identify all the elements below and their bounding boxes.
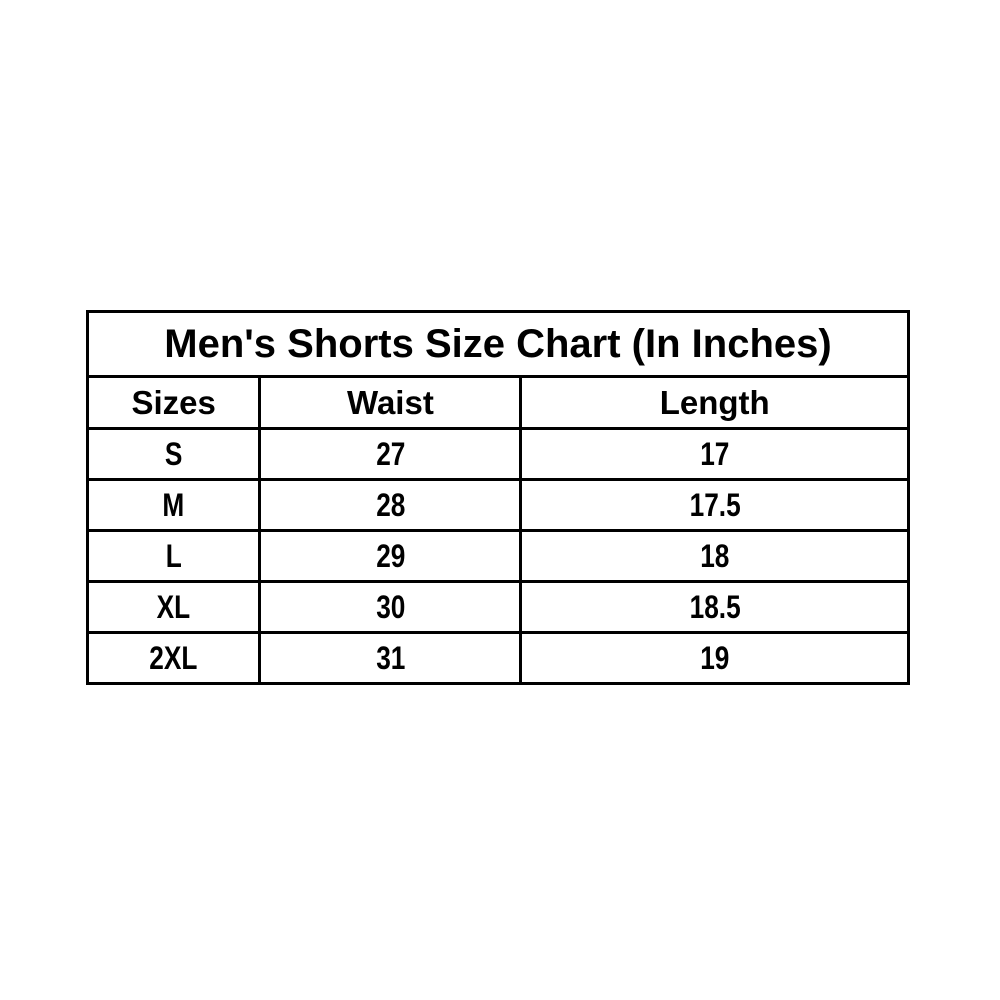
size-value: L: [165, 537, 182, 574]
size-cell: [88, 582, 260, 633]
size-cell: [88, 633, 260, 684]
length-value: 18: [700, 537, 730, 574]
table-row: [88, 480, 909, 531]
waist-cell: [260, 480, 521, 531]
waist-value: 29: [375, 537, 406, 574]
table-row: [88, 531, 909, 582]
waist-value: 28: [375, 486, 406, 523]
column-header-length: Length: [521, 377, 909, 429]
length-value: 17.5: [689, 486, 741, 523]
table-title: Men's Shorts Size Chart (In Inches): [88, 312, 909, 377]
column-header-waist: Waist: [260, 377, 521, 429]
length-cell: [521, 480, 909, 531]
length-cell: [521, 429, 909, 480]
column-header-sizes: Sizes: [88, 377, 260, 429]
size-value: 2XL: [149, 639, 198, 676]
title-row: [88, 312, 909, 377]
length-value: 19: [700, 639, 730, 676]
size-value: XL: [156, 588, 191, 625]
length-cell: [521, 633, 909, 684]
header-row: [88, 377, 909, 429]
length-cell: [521, 531, 909, 582]
size-cell: [88, 429, 260, 480]
size-chart-table: [86, 310, 910, 685]
length-cell: [521, 582, 909, 633]
table-row: [88, 582, 909, 633]
waist-value: 27: [375, 435, 406, 472]
waist-cell: [260, 633, 521, 684]
size-chart-body: [88, 429, 909, 684]
waist-cell: [260, 582, 521, 633]
table-row: [88, 633, 909, 684]
table-row: [88, 429, 909, 480]
size-cell: [88, 531, 260, 582]
size-value: M: [162, 486, 185, 523]
length-value: 18.5: [689, 588, 741, 625]
waist-value: 31: [375, 639, 406, 676]
waist-cell: [260, 531, 521, 582]
waist-cell: [260, 429, 521, 480]
size-cell: [88, 480, 260, 531]
size-chart-container: [86, 310, 910, 685]
waist-value: 30: [375, 588, 406, 625]
length-value: 17: [700, 435, 730, 472]
size-value: S: [164, 435, 183, 472]
size-chart-head: [88, 312, 909, 429]
